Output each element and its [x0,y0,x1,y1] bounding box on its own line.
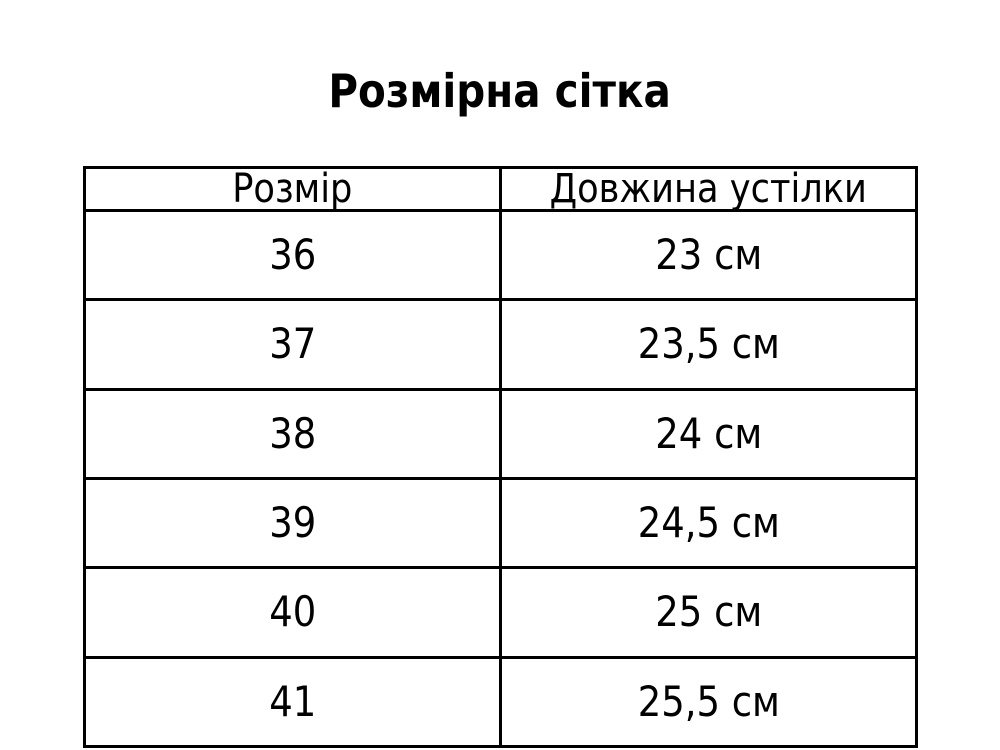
size-cell [85,211,501,300]
insole-length-cell [501,568,917,657]
insole-length-value: 25,5 см [637,676,780,726]
table-row [85,389,917,478]
insole-length-column-header [501,168,917,211]
table-header-row [85,168,917,211]
size-column-header [85,168,501,211]
size-cell [85,657,501,746]
insole-length-value: 23,5 см [637,319,780,369]
insole-length-value: 24 см [654,408,762,458]
insole-length-cell [501,389,917,478]
size-value: 41 [268,676,317,726]
size-value: 39 [268,498,317,548]
size-table [83,166,918,748]
table-row [85,300,917,389]
insole-length-value: 24,5 см [637,498,780,548]
insole-length-cell [501,657,917,746]
table-row [85,657,917,746]
insole-length-cell [501,478,917,567]
size-column-header-label: Розмір [232,166,353,212]
insole-length-column-header-label: Довжина устілки [549,166,868,212]
insole-length-cell [501,300,917,389]
insole-length-value: 25 см [654,587,762,637]
insole-length-value: 23 см [654,230,762,280]
insole-length-cell [501,211,917,300]
table-row [85,211,917,300]
page-title-text: Розмірна сітка [328,64,672,118]
size-cell [85,478,501,567]
size-value: 37 [268,319,317,369]
page-title [0,60,1000,122]
size-value: 36 [268,230,317,280]
size-value: 38 [268,408,317,458]
table-row [85,478,917,567]
size-cell [85,389,501,478]
size-value: 40 [268,587,317,637]
size-cell [85,568,501,657]
table-row [85,568,917,657]
size-cell [85,300,501,389]
